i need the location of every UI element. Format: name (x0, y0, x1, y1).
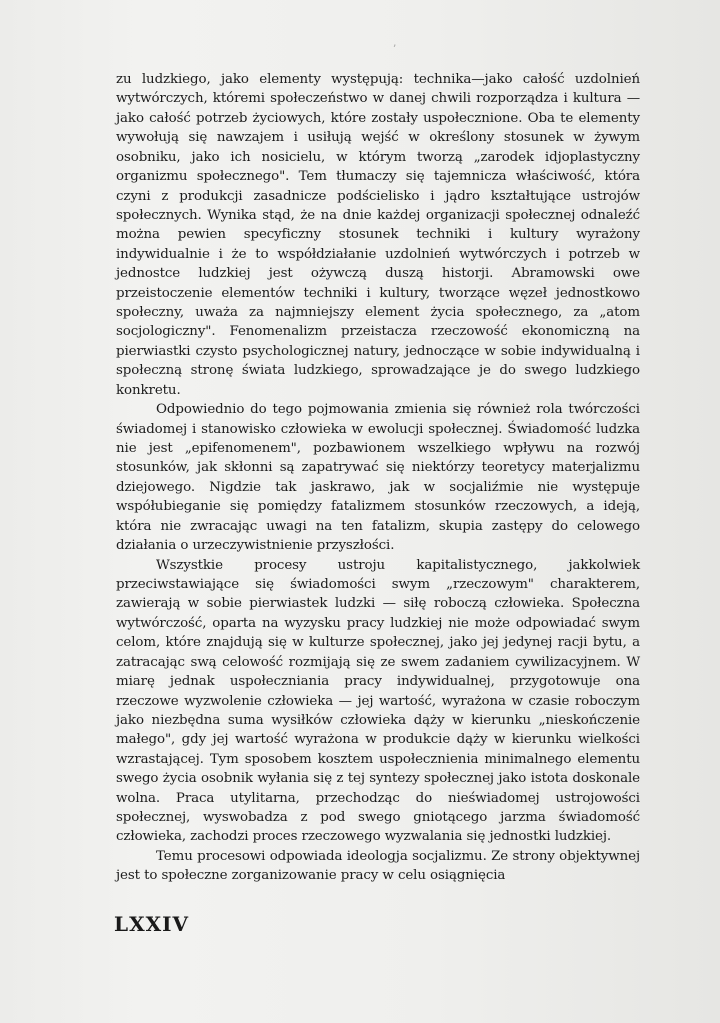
paragraph-4: Temu procesowi odpowiada ideologja socjalizmu. Ze strony objektywnej jest to społeczne zorganizowanie pracy w celu osiągnięcia (116, 848, 640, 884)
ink-mark: ’ (393, 44, 397, 55)
page-number: LXXIV (114, 912, 189, 936)
paragraph-2: Odpowiednio do tego pojmowania zmienia się również rola twórczości świadomej i stanowisko człowieka w ewolucji społecznej. Świadomość ludzka nie jest „epifenomenem", pozbawionem wszelkiego wpływu na rozwój stosunków, jak skłonni są zapatrywać się niektórzy teoretycy materjalizmu dziejowego. Nigdzie tak jaskrawo, jak w socjaliźmie nie występuje współubieganie się pomiędzy fatalizmem stosunków rzeczowych, a ideją, która nie zwracając uwagi na ten fatalizm, skupia zastępy do celowego działania o urzeczywistnienie przyszłości. (116, 402, 640, 554)
body-text (116, 70, 640, 886)
paragraph-3: Wszystkie procesy ustroju kapitalistycznego, jakkolwiek przeciwstawiające się świadomości swym „rzeczowym" charakterem, zawierają w sobie pierwiastek ludzki — siłę roboczą człowieka. Społeczna wytwórczość, oparta na wyzysku pracy ludzkiej nie może odpowiadać swym celom, które znajdują się w kulturze społecznej, jako jej jedynej racji bytu, a zatracając swą celowość rozmijają się ze swem zadaniem cywilizacyjnem. W miarę jednak uspołeczniania pracy indywidualnej, przygotowuje ona rzeczowe wyzwolenie człowieka — jej wartość, wyrażona w czasie roboczym jako niezbędna suma wysiłków człowieka dąży w kierunku „nieskończenie małego", gdy jej wartość wyrażona w produkcie dąży w kierunku wielkości wzrastającej. Tym sposobem kosztem uspołecznienia minimalnego elementu swego życia osobnik wyłania się z tej syntezy społecznej jako istota doskonale wolna. Praca utylitarna, przechodząc do nieświadomej ustrojowości społecznej, wyswobadza z pod swego gniotącego jarzma świadomość człowieka, zachodzi proces rzeczowego wyzwalania się jednostki ludzkiej. (116, 557, 640, 845)
paragraph-1: zu ludzkiego, jako elementy występują: technika—jako całość uzdolnień wytwórczych, któremi społeczeństwo w danej chwili rozporządza i kultura — jako całość potrzeb życiowych, które zostały uspołecznione. Oba te elementy wywołują się nawzajem i usiłują wejść w określony stosunek w żywym osobniku, jako ich nosicielu, w którym tworzą „zarodek idjoplastyczny organizmu społecznego". Tem tłumaczy się tajemnicza właściwość, która czyni z produkcji zasadnicze podścielisko i jądro kształtujące ustrojów społecznych. Wynika stąd, że na dnie każdej organizacji społecznej odnaleźć można pewien specyficzny stosunek techniki i kultury wyrażony indywidualnie i że to współdziałanie uzdolnień wytwórczych i potrzeb w jednostce ludzkiej jest ożywczą duszą historji. Abramowski owe przeistoczenie elementów techniki i kultury, tworzące węzeł jednostkowo społeczny, uważa za najmniejszy element życia społecznego, za „atom socjologiczny". Fenomenalizm przeistacza rzeczowość ekonomiczną na pierwiastki czysto psychologicznej natury, jednoczące w sobie indywidualną i społeczną stronę świata ludzkiego, sprowadzające je do swego ludzkiego konkretu. (116, 72, 640, 398)
